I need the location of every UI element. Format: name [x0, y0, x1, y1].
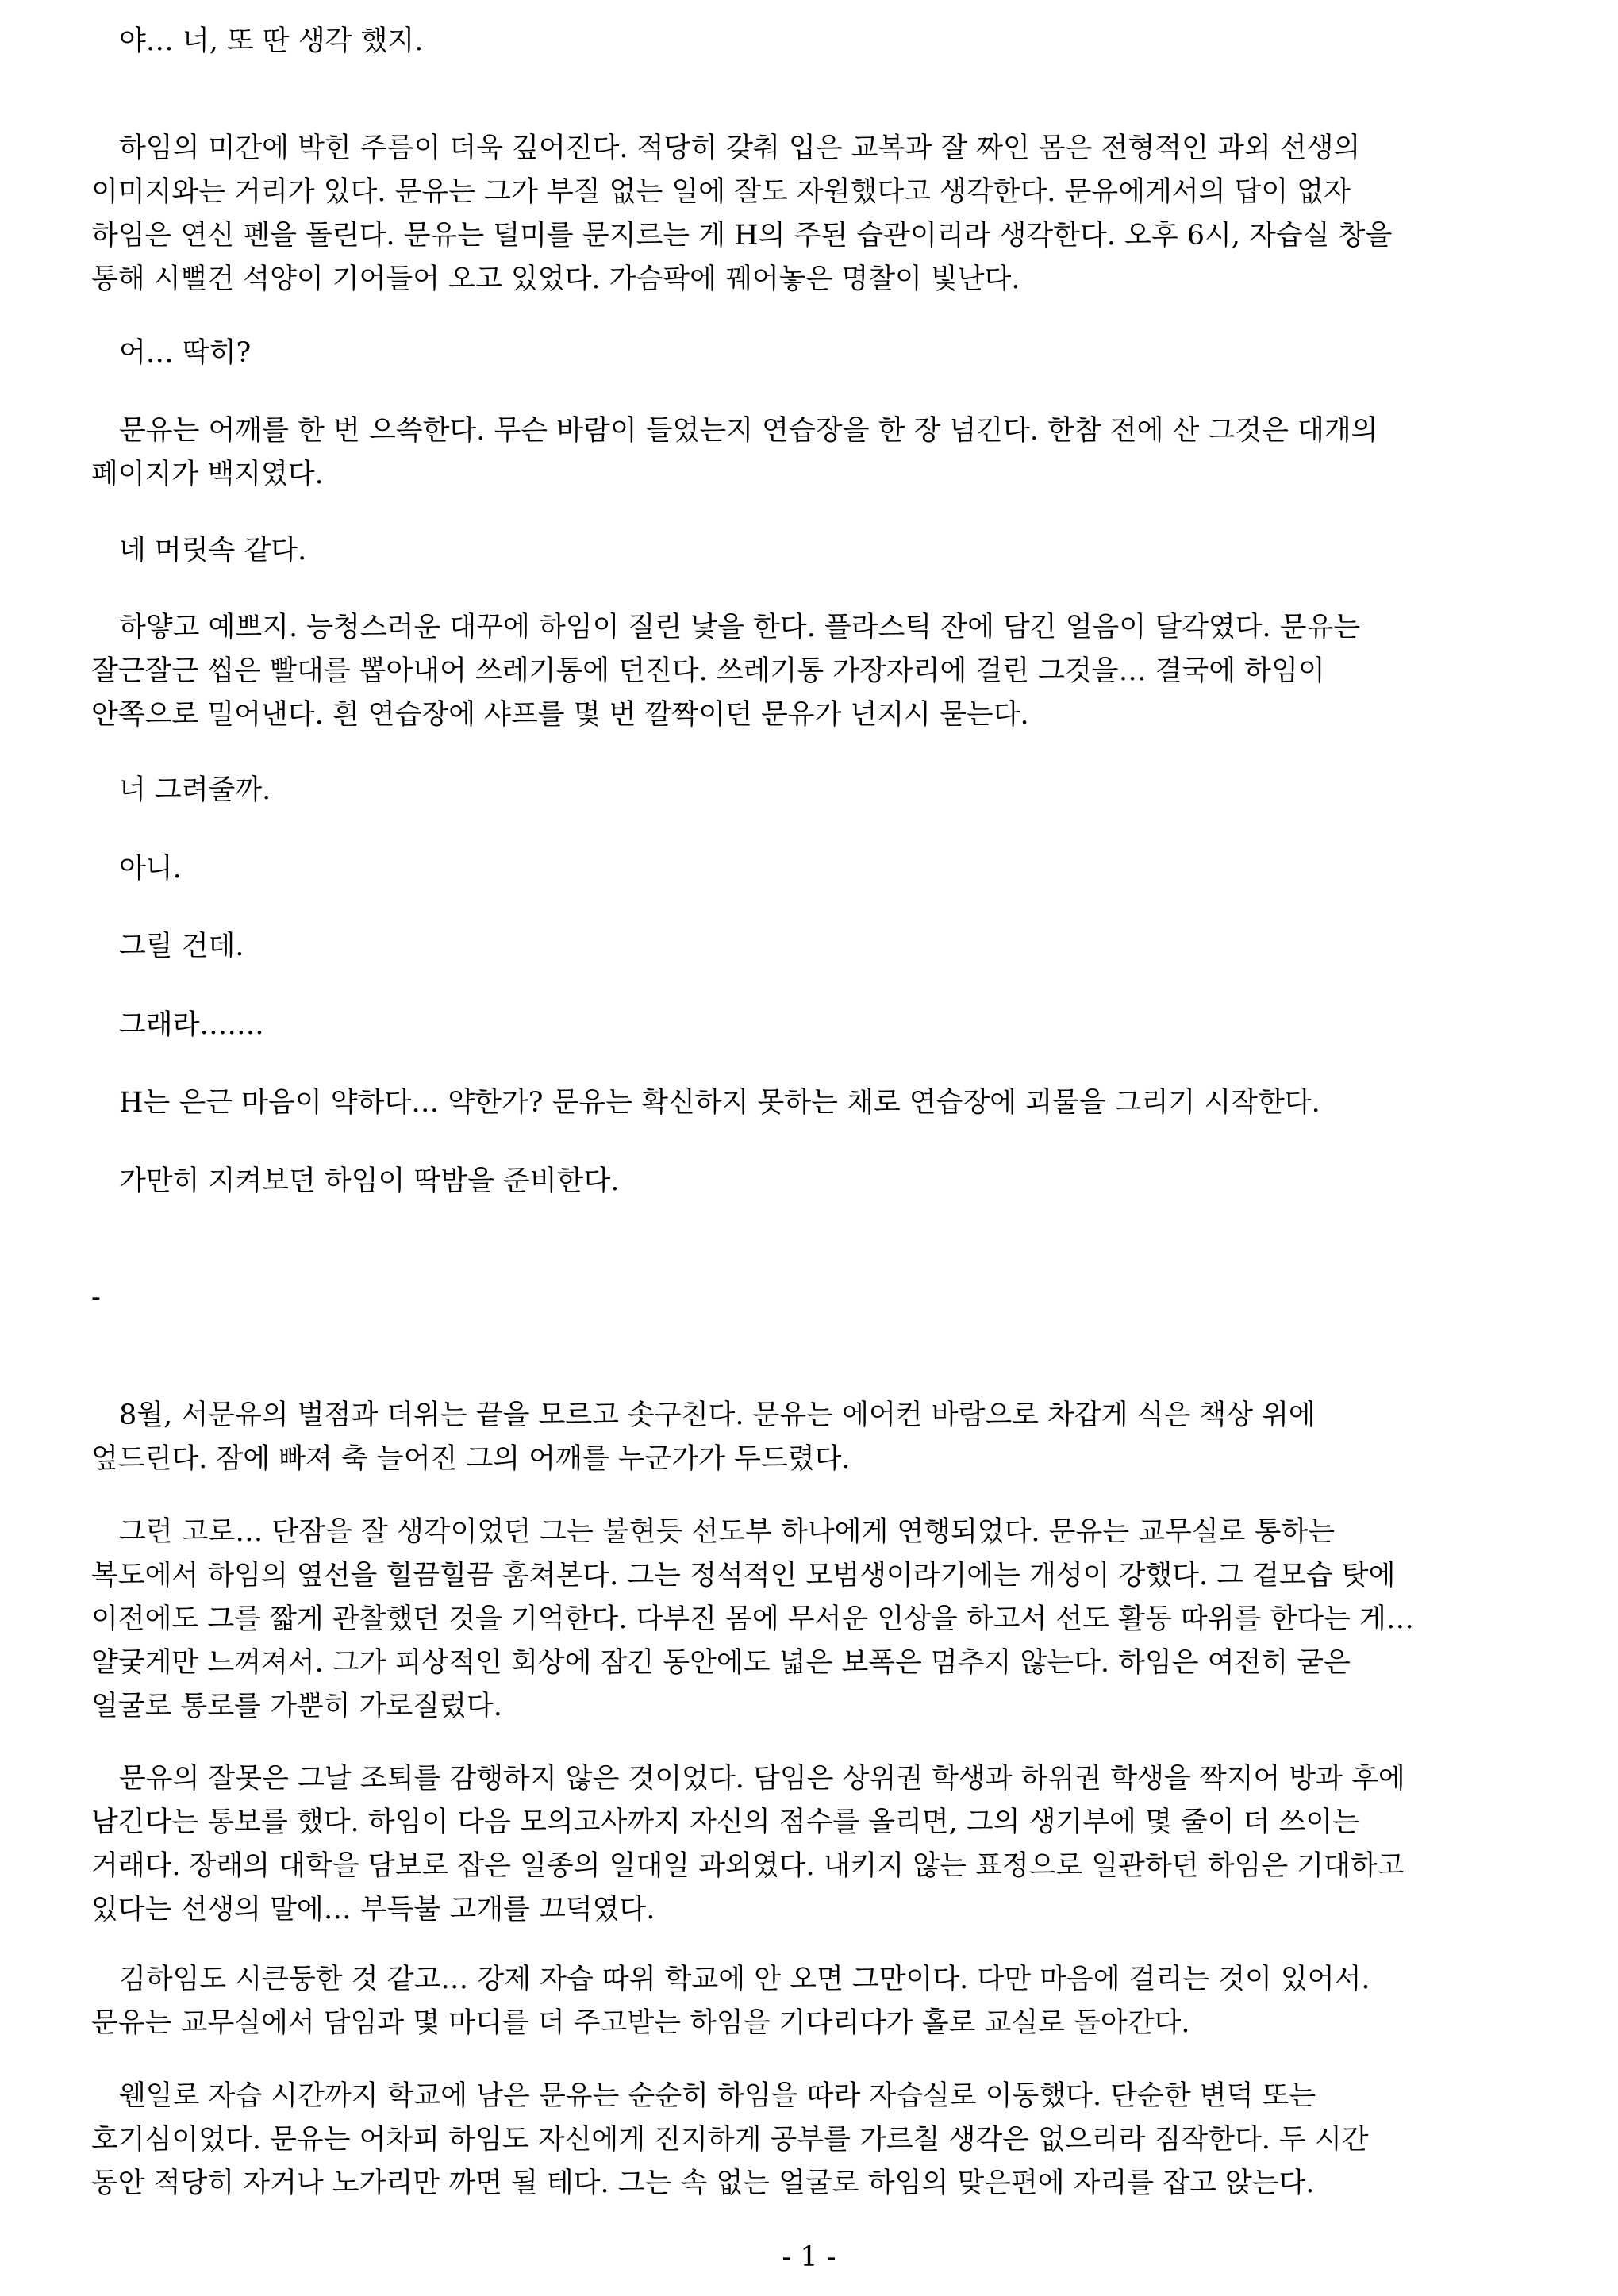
- paragraph-7: 너 그려줄까.: [91, 774, 271, 806]
- paragraph-16: 김하임도 시큰둥한 것 같고… 강제 자습 따위 학교에 안 오면 그만이다. 다만 마음에 걸리는 것이 있어서. 문유는 교무실에서 담임과 몇 마디를 더 주고받는 하임을 기다리다가 홀로 교실로 돌아간다.: [91, 1964, 1370, 2039]
- section-divider: -: [91, 1281, 101, 1313]
- paragraph-6: 하얗고 예쁘지. 능청스러운 대꾸에 하임이 질린 낯을 한다. 플라스틱 잔에 담긴 얼음이 달각였다. 문유는 잘근잘근 씹은 빨대를 뽑아내어 쓰레기통에 던진다. 쓰레기통 가장자리에 걸린 그것을… 결국에 하임이 안쪽으로 밀어낸다. 흰 연습장에 샤프를 몇 번 깔짝이던 문유가 넌지시 묻는다.: [91, 612, 1361, 731]
- paragraph-13: 8월, 서문유의 벌점과 더위는 끝을 모르고 솟구친다. 문유는 에어컨 바람으로 차갑게 식은 책상 위에 엎드린다. 잠에 빠져 축 늘어진 그의 어깨를 누군가가 두드렸다.: [91, 1399, 1316, 1475]
- paragraph-17: 웬일로 자습 시간까지 학교에 남은 문유는 순순히 하임을 따라 자습실로 이동했다. 단순한 변덕 또는 호기심이었다. 문유는 어차피 하임도 자신에게 진지하게 공부를 가르칠 생각은 없으리라 짐작한다. 두 시간 동안 적당히 자거나 노가리만 까면 될 테다. 그는 속 없는 얼굴로 하임의 맞은편에 자리를 잡고 앉는다.: [91, 2080, 1369, 2199]
- paragraph-15: 문유의 잘못은 그날 조퇴를 감행하지 않은 것이었다. 담임은 상위권 학생과 하위권 학생을 짝지어 방과 후에 남긴다는 통보를 했다. 하임이 다음 모의고사까지 자신의 점수를 올리면, 그의 생기부에 몇 줄이 더 쓰이는 거래다. 장래의 대학을 담보로 잡은 일종의 일대일 과외였다. 내키지 않는 표정으로 일관하던 하임은 기대하고 있다는 선생의 말에… 부득불 고개를 끄덕였다.: [91, 1763, 1405, 1925]
- paragraph-9: 그릴 건데.: [91, 931, 244, 962]
- paragraph-14: 그런 고로… 단잠을 잘 생각이었던 그는 불현듯 선도부 하나에게 연행되었다. 문유는 교무실로 통하는 복도에서 하임의 옆선을 힐끔힐끔 훔쳐본다. 그는 정석적인 모범생이라기에는 개성이 강했다. 그 겉모습 탓에 이전에도 그를 짧게 관찰했던 것을 기억한다. 다부진 몸에 무서운 인상을 하고서 선도 활동 따위를 한다는 게… 얄궂게만 느껴져서. 그가 피상적인 회상에 잠긴 동안에도 넓은 보폭은 멈추지 않는다. 하임은 여전히 굳은 얼굴로 통로를 가뿐히 가로질렀다.: [91, 1516, 1414, 1722]
- paragraph-11: H는 은근 마음이 약하다… 약한가? 문유는 확신하지 못하는 채로 연습장에 괴물을 그리기 시작한다.: [91, 1087, 1320, 1119]
- paragraph-8: 아니.: [91, 853, 182, 885]
- paragraph-2: 하임의 미간에 박힌 주름이 더욱 깊어진다. 적당히 갖춰 입은 교복과 잘 짜인 몸은 전형적인 과외 선생의 이미지와는 거리가 있다. 문유는 그가 부질 없는 일에 잘도 자원했다고 생각한다. 문유에게서의 답이 없자 하임은 연신 펜을 돌린다. 문유는 덜미를 문지르는 게 H의 주된 습관이리라 생각한다. 오후 6시, 자습실 창을 통해 시뻘건 석양이 기어들어 오고 있었다. 가슴팍에 꿰어놓은 명찰이 빛난다.: [91, 132, 1393, 295]
- paragraph-3: 어… 딱히?: [91, 337, 252, 369]
- paragraph-5: 네 머릿속 같다.: [91, 535, 307, 566]
- page-number: - 1 -: [782, 2241, 836, 2273]
- paragraph-10: 그래라…….: [91, 1009, 264, 1041]
- paragraph-4: 문유는 어깨를 한 번 으쓱한다. 무슨 바람이 들었는지 연습장을 한 장 넘긴다. 한참 전에 산 그것은 대개의 페이지가 백지였다.: [91, 415, 1378, 490]
- paragraph-1: 야… 너, 또 딴 생각 했지.: [91, 25, 424, 57]
- paragraph-12: 가만히 지켜보던 하임이 딱밤을 준비한다.: [91, 1165, 620, 1197]
